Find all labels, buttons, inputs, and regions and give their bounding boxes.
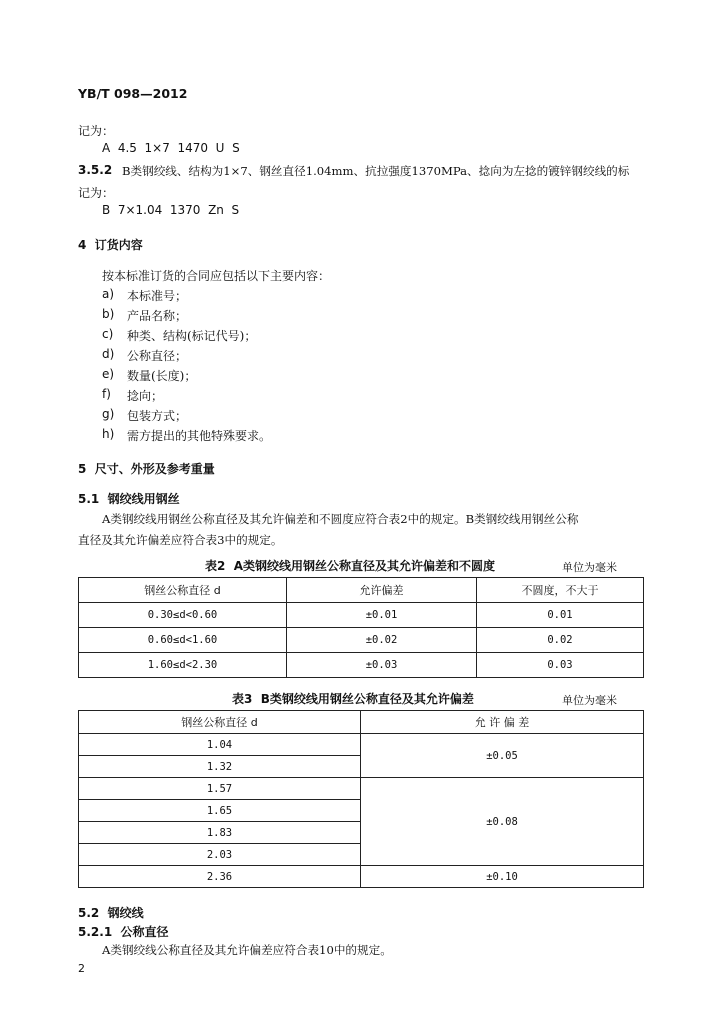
- table-row: [79, 628, 644, 653]
- list-item-text: 本标准号；: [127, 289, 188, 303]
- table-cell-merged: ±0.05: [361, 734, 644, 778]
- table-2-caption: 表2 A类钢绞线用钢丝公称直径及其允许偏差和不圆度: [205, 559, 495, 573]
- table-2-header-diameter: 钢丝公称直径 d: [79, 578, 287, 603]
- table-cell: 1.57: [79, 778, 361, 800]
- list-item-text: 数量(长度)；: [127, 369, 197, 383]
- section-5-2-1-paragraph: A类钢绞线公称直径及其允许偏差应符合表10中的规定。: [102, 943, 392, 957]
- note-label: 记为：: [78, 124, 115, 138]
- list-item-text: 捻向；: [127, 389, 164, 403]
- list-item-mark: g): [102, 407, 115, 421]
- table-cell: 1.83: [79, 822, 361, 844]
- list-item-mark: d): [102, 347, 115, 361]
- table-row: [79, 866, 644, 888]
- table-cell: 0.01: [477, 603, 644, 628]
- section-5-1-paragraph-line1: A类钢绞线用钢丝公称直径及其允许偏差和不圆度应符合表2中的规定。B类钢绞线用钢丝公称: [102, 512, 579, 526]
- list-item-text: 产品名称；: [127, 309, 188, 323]
- table-cell: 1.65: [79, 800, 361, 822]
- table-cell: 0.60≤d<1.60: [79, 628, 287, 653]
- table-cell: 2.36: [79, 866, 361, 888]
- table-cell: ±0.03: [287, 653, 477, 678]
- section-4-heading: 4 订货内容: [78, 238, 143, 252]
- table-cell: 1.32: [79, 756, 361, 778]
- table-row: [79, 653, 644, 678]
- table-3-header-diameter: 钢丝公称直径 d: [79, 711, 361, 734]
- list-item-text: 种类、结构(标记代号)；: [127, 329, 257, 343]
- table-3: [78, 710, 644, 888]
- table-cell: 0.03: [477, 653, 644, 678]
- table-cell-merged: ±0.08: [361, 778, 644, 866]
- table-cell: 1.04: [79, 734, 361, 756]
- page-number: 2: [78, 962, 85, 975]
- marking-example-a: A 4.5 1×7 1470 U S: [102, 141, 240, 155]
- table-row: [79, 603, 644, 628]
- clause-3-5-2-number: 3.5.2: [78, 163, 113, 177]
- table-cell: 2.03: [79, 844, 361, 866]
- table-cell: 0.30≤d<0.60: [79, 603, 287, 628]
- list-item-mark: a): [102, 287, 115, 301]
- table-cell: ±0.01: [287, 603, 477, 628]
- table-row: [79, 734, 644, 756]
- list-item-mark: e): [102, 367, 115, 381]
- table-2: [78, 577, 644, 678]
- list-item-text: 需方提出的其他特殊要求。: [127, 429, 272, 443]
- clause-3-5-2-continuation: 记为：: [78, 186, 115, 200]
- section-5-1-heading: 5.1 钢绞线用钢丝: [78, 492, 180, 506]
- table-cell: ±0.10: [361, 866, 644, 888]
- table-2-header-ovality: 不圆度，不大于: [477, 578, 644, 603]
- table-cell: 1.60≤d<2.30: [79, 653, 287, 678]
- table-row: [79, 778, 644, 800]
- section-5-heading: 5 尺寸、外形及参考重量: [78, 462, 215, 476]
- marking-example-b: B 7×1.04 1370 Zn S: [102, 203, 240, 217]
- table-3-caption: 表3 B类钢绞线用钢丝公称直径及其允许偏差: [232, 692, 474, 706]
- list-item-mark: c): [102, 327, 114, 341]
- section-5-2-heading: 5.2 钢绞线: [78, 906, 144, 920]
- list-item-text: 公称直径；: [127, 349, 188, 363]
- list-item-mark: f): [102, 387, 111, 401]
- table-2-header-tolerance: 允许偏差: [287, 578, 477, 603]
- list-item-text: 包装方式；: [127, 409, 188, 423]
- table-2-unit: 单位为毫米: [562, 561, 617, 574]
- table-cell: ±0.02: [287, 628, 477, 653]
- section-5-2-1-heading: 5.2.1 公称直径: [78, 925, 169, 939]
- section-5-1-paragraph-line2: 直径及其允许偏差应符合表3中的规定。: [78, 533, 283, 547]
- list-item-mark: h): [102, 427, 115, 441]
- section-4-intro: 按本标准订货的合同应包括以下主要内容：: [102, 269, 331, 283]
- table-3-unit: 单位为毫米: [562, 694, 617, 707]
- table-cell: 0.02: [477, 628, 644, 653]
- list-item-mark: b): [102, 307, 115, 321]
- clause-3-5-2-text: B类钢绞线、结构为1×7、钢丝直径1.04mm、抗拉强度1370MPa、捻向为左捻的镀锌钢绞线的标: [122, 164, 630, 178]
- standard-code: YB/T 098—2012: [78, 86, 188, 101]
- table-3-header-tolerance: 允 许 偏 差: [361, 711, 644, 734]
